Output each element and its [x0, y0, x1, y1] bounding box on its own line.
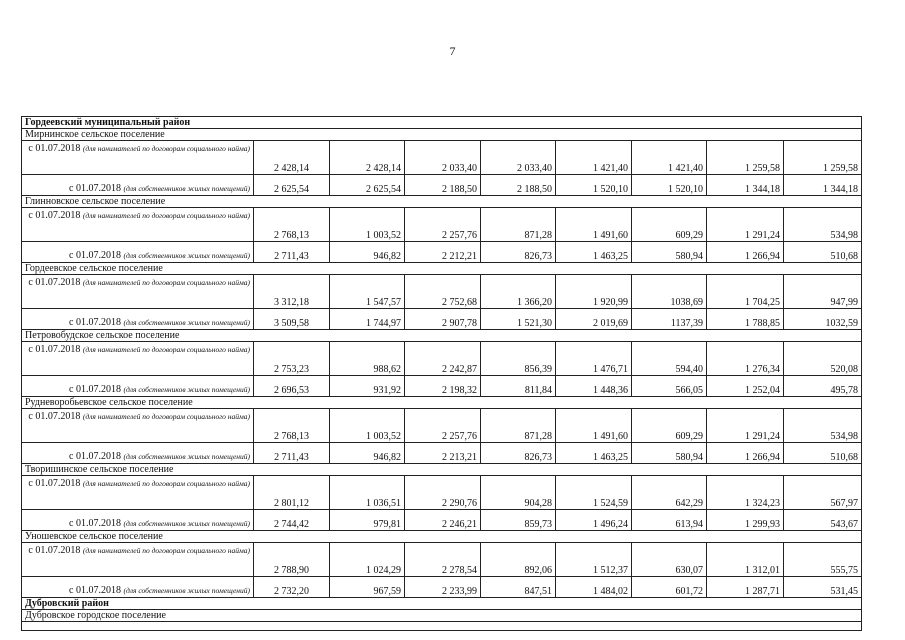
- tariff-value: 2 257,76: [405, 409, 481, 443]
- period-date: с 01.07.2018: [69, 451, 121, 462]
- district-row: [22, 117, 862, 129]
- tariff-value: 567,97: [784, 476, 862, 510]
- period-label: [22, 510, 254, 531]
- period-date: с 01.07.2018: [69, 518, 121, 529]
- period-label: [22, 141, 254, 175]
- tariff-row: [22, 242, 862, 263]
- settlement-row: [22, 610, 862, 622]
- tariff-value: 1 744,97: [330, 309, 405, 330]
- period-note: (для собственников жилых помещений): [123, 318, 250, 327]
- settlement-name: Дубровское городское поселение: [22, 610, 862, 622]
- tariff-value: 1 476,71: [556, 342, 632, 376]
- tariff-value: 1137,39: [632, 309, 707, 330]
- blank-row: [22, 622, 862, 631]
- tariff-value: 3 509,58: [254, 309, 330, 330]
- tariff-value: 1 266,94: [707, 443, 784, 464]
- tariff-value: 1 463,25: [556, 443, 632, 464]
- period-date: с 01.07.2018: [69, 585, 121, 596]
- tariff-value: 2 278,54: [405, 543, 481, 577]
- period-note: (для нанимателей по договорам социального найма): [82, 144, 250, 153]
- settlement-name: Гордеевское сельское поселение: [22, 263, 862, 275]
- period-date: с 01.07.2018: [69, 183, 121, 194]
- period-note: (для собственников жилых помещений): [123, 452, 250, 461]
- period-note: (для нанимателей по договорам социального найма): [82, 211, 250, 220]
- tariff-value: 2 752,68: [405, 275, 481, 309]
- period-date: с 01.07.2018: [28, 411, 81, 422]
- period-date: с 01.07.2018: [69, 384, 121, 395]
- tariff-value: 630,07: [632, 543, 707, 577]
- tariff-value: 601,72: [632, 577, 707, 598]
- period-label: [22, 208, 254, 242]
- period-note: (для собственников жилых помещений): [123, 251, 250, 260]
- period-label: [22, 577, 254, 598]
- tariff-value: 642,29: [632, 476, 707, 510]
- tariff-row: [22, 376, 862, 397]
- period-note: (для нанимателей по договорам социального найма): [82, 345, 250, 354]
- tariff-row: [22, 476, 862, 510]
- tariff-value: 2 428,14: [330, 141, 405, 175]
- period-date: с 01.07.2018: [28, 545, 81, 556]
- settlement-row: [22, 397, 862, 409]
- period-label: [22, 242, 254, 263]
- tariff-value: 2 290,76: [405, 476, 481, 510]
- tariff-value: 2 801,12: [254, 476, 330, 510]
- period-label: [22, 342, 254, 376]
- district-name: Дубровский район: [22, 598, 862, 610]
- tariff-row: [22, 443, 862, 464]
- settlement-row: [22, 531, 862, 543]
- tariff-value: 2 732,20: [254, 577, 330, 598]
- tariff-value: 1 496,24: [556, 510, 632, 531]
- tariff-value: 2 233,99: [405, 577, 481, 598]
- tariff-value: 1 520,10: [556, 175, 632, 196]
- settlement-row: [22, 129, 862, 141]
- settlement-name: Петровобудское сельское поселение: [22, 330, 862, 342]
- tariff-value: 946,82: [330, 443, 405, 464]
- tariff-value: 580,94: [632, 443, 707, 464]
- tariff-value: 1 259,58: [707, 141, 784, 175]
- tariff-value: 859,73: [481, 510, 556, 531]
- tariff-value: 580,94: [632, 242, 707, 263]
- tariff-value: 1 520,10: [632, 175, 707, 196]
- period-date: с 01.07.2018: [28, 344, 81, 355]
- tariff-value: 2 696,53: [254, 376, 330, 397]
- tariff-value: 1 366,20: [481, 275, 556, 309]
- tariff-value: 1 291,24: [707, 208, 784, 242]
- tariff-value: 1 521,30: [481, 309, 556, 330]
- period-label: [22, 476, 254, 510]
- period-date: с 01.07.2018: [69, 317, 121, 328]
- tariff-value: 2 768,13: [254, 208, 330, 242]
- tariff-value: 1038,69: [632, 275, 707, 309]
- tariff-value: 609,29: [632, 409, 707, 443]
- tariff-value: 931,92: [330, 376, 405, 397]
- period-label: [22, 443, 254, 464]
- tariff-value: 988,62: [330, 342, 405, 376]
- tariff-value: 2 768,13: [254, 409, 330, 443]
- tariff-value: 1 920,99: [556, 275, 632, 309]
- period-date: с 01.07.2018: [28, 478, 81, 489]
- period-date: с 01.07.2018: [28, 277, 81, 288]
- tariff-value: 2 033,40: [405, 141, 481, 175]
- tariff-value: 1 036,51: [330, 476, 405, 510]
- tariff-value: 510,68: [784, 443, 862, 464]
- blank-cell: [22, 622, 862, 631]
- tariff-value: 609,29: [632, 208, 707, 242]
- tariff-value: 2 907,78: [405, 309, 481, 330]
- tariff-value: 904,28: [481, 476, 556, 510]
- tariff-value: 947,99: [784, 275, 862, 309]
- period-label: [22, 376, 254, 397]
- tariff-value: 520,08: [784, 342, 862, 376]
- tariff-value: 892,06: [481, 543, 556, 577]
- tariff-value: 1 024,29: [330, 543, 405, 577]
- tariff-value: 2 188,50: [405, 175, 481, 196]
- tariff-value: 1 788,85: [707, 309, 784, 330]
- tariff-value: 1 266,94: [707, 242, 784, 263]
- tariff-value: 811,84: [481, 376, 556, 397]
- period-note: (для нанимателей по договорам социального найма): [82, 479, 250, 488]
- tariff-value: 1 324,23: [707, 476, 784, 510]
- tariff-value: 2 744,42: [254, 510, 330, 531]
- tariff-value: 1 491,60: [556, 208, 632, 242]
- period-note: (для собственников жилых помещений): [123, 184, 250, 193]
- settlement-row: [22, 196, 862, 208]
- tariff-value: 871,28: [481, 409, 556, 443]
- tariff-value: 1 003,52: [330, 409, 405, 443]
- tariff-row: [22, 577, 862, 598]
- tariff-value: 2 033,40: [481, 141, 556, 175]
- tariff-value: 2 188,50: [481, 175, 556, 196]
- period-label: [22, 175, 254, 196]
- tariff-value: 1 276,34: [707, 342, 784, 376]
- tariff-value: 826,73: [481, 443, 556, 464]
- period-note: (для собственников жилых помещений): [123, 586, 250, 595]
- tariff-value: 1 448,36: [556, 376, 632, 397]
- tariff-value: 1 291,24: [707, 409, 784, 443]
- tariff-value: 534,98: [784, 208, 862, 242]
- tariff-value: 1 312,01: [707, 543, 784, 577]
- tariff-value: 1 484,02: [556, 577, 632, 598]
- tariff-value: 856,39: [481, 342, 556, 376]
- settlement-name: Глинновское сельское поселение: [22, 196, 862, 208]
- tariff-value: 495,78: [784, 376, 862, 397]
- tariff-value: 1 491,60: [556, 409, 632, 443]
- tariff-value: 2 257,76: [405, 208, 481, 242]
- period-note: (для собственников жилых помещений): [123, 385, 250, 394]
- tariff-value: 534,98: [784, 409, 862, 443]
- settlement-row: [22, 464, 862, 476]
- tariff-value: 871,28: [481, 208, 556, 242]
- settlement-row: [22, 330, 862, 342]
- tariff-value: 2 428,14: [254, 141, 330, 175]
- tariff-value: 847,51: [481, 577, 556, 598]
- tariff-value: 531,45: [784, 577, 862, 598]
- tariff-row: [22, 141, 862, 175]
- tariff-value: 1 547,57: [330, 275, 405, 309]
- tariff-row: [22, 409, 862, 443]
- tariff-row: [22, 208, 862, 242]
- tariff-value: 3 312,18: [254, 275, 330, 309]
- tariff-value: 555,75: [784, 543, 862, 577]
- period-note: (для нанимателей по договорам социального найма): [82, 278, 250, 287]
- district-name: Гордеевский муниципальный район: [22, 117, 862, 129]
- period-date: с 01.07.2018: [69, 250, 121, 261]
- tariff-value: 2 711,43: [254, 443, 330, 464]
- tariff-value: 1 344,18: [707, 175, 784, 196]
- settlement-name: Уношевское сельское поселение: [22, 531, 862, 543]
- tariff-value: 2 625,54: [330, 175, 405, 196]
- tariff-row: [22, 543, 862, 577]
- tariff-value: 613,94: [632, 510, 707, 531]
- tariff-value: 2 246,21: [405, 510, 481, 531]
- tariff-value: 1 421,40: [632, 141, 707, 175]
- tariff-value: 2 788,90: [254, 543, 330, 577]
- period-note: (для собственников жилых помещений): [123, 519, 250, 528]
- tariff-row: [22, 342, 862, 376]
- tariff-value: 2 242,87: [405, 342, 481, 376]
- period-date: с 01.07.2018: [28, 143, 81, 154]
- page-number: 7: [449, 44, 456, 58]
- period-label: [22, 409, 254, 443]
- tariff-value: 1 259,58: [784, 141, 862, 175]
- tariff-value: 2 753,23: [254, 342, 330, 376]
- period-label: [22, 309, 254, 330]
- settlement-name: Рудневоробьевское сельское поселение: [22, 397, 862, 409]
- tariff-value: 1 287,71: [707, 577, 784, 598]
- tariff-table: [21, 116, 862, 631]
- tariff-value: 2 212,21: [405, 242, 481, 263]
- tariff-row: [22, 175, 862, 196]
- tariff-value: 1 252,04: [707, 376, 784, 397]
- tariff-value: 1 421,40: [556, 141, 632, 175]
- tariff-value: 1 704,25: [707, 275, 784, 309]
- tariff-value: 1 344,18: [784, 175, 862, 196]
- tariff-value: 1 463,25: [556, 242, 632, 263]
- tariff-value: 826,73: [481, 242, 556, 263]
- tariff-value: 1 512,37: [556, 543, 632, 577]
- tariff-value: 1 299,93: [707, 510, 784, 531]
- tariff-value: 594,40: [632, 342, 707, 376]
- tariff-value: 946,82: [330, 242, 405, 263]
- period-note: (для нанимателей по договорам социального найма): [82, 412, 250, 421]
- tariff-value: 1 003,52: [330, 208, 405, 242]
- tariff-value: 543,67: [784, 510, 862, 531]
- period-note: (для нанимателей по договорам социального найма): [82, 546, 250, 555]
- tariff-row: [22, 510, 862, 531]
- tariff-value: 510,68: [784, 242, 862, 263]
- tariff-row: [22, 309, 862, 330]
- tariff-value: 2 625,54: [254, 175, 330, 196]
- tariff-value: 967,59: [330, 577, 405, 598]
- tariff-value: 979,81: [330, 510, 405, 531]
- settlement-row: [22, 263, 862, 275]
- settlement-name: Творишинское сельское поселение: [22, 464, 862, 476]
- tariff-row: [22, 275, 862, 309]
- settlement-name: Мирнинское сельское поселение: [22, 129, 862, 141]
- period-date: с 01.07.2018: [28, 210, 81, 221]
- district-row: [22, 598, 862, 610]
- tariff-value: 1 524,59: [556, 476, 632, 510]
- tariff-value: 566,05: [632, 376, 707, 397]
- tariff-value: 1032,59: [784, 309, 862, 330]
- tariff-value: 2 019,69: [556, 309, 632, 330]
- tariff-value: 2 711,43: [254, 242, 330, 263]
- tariff-value: 2 213,21: [405, 443, 481, 464]
- period-label: [22, 543, 254, 577]
- period-label: [22, 275, 254, 309]
- tariff-value: 2 198,32: [405, 376, 481, 397]
